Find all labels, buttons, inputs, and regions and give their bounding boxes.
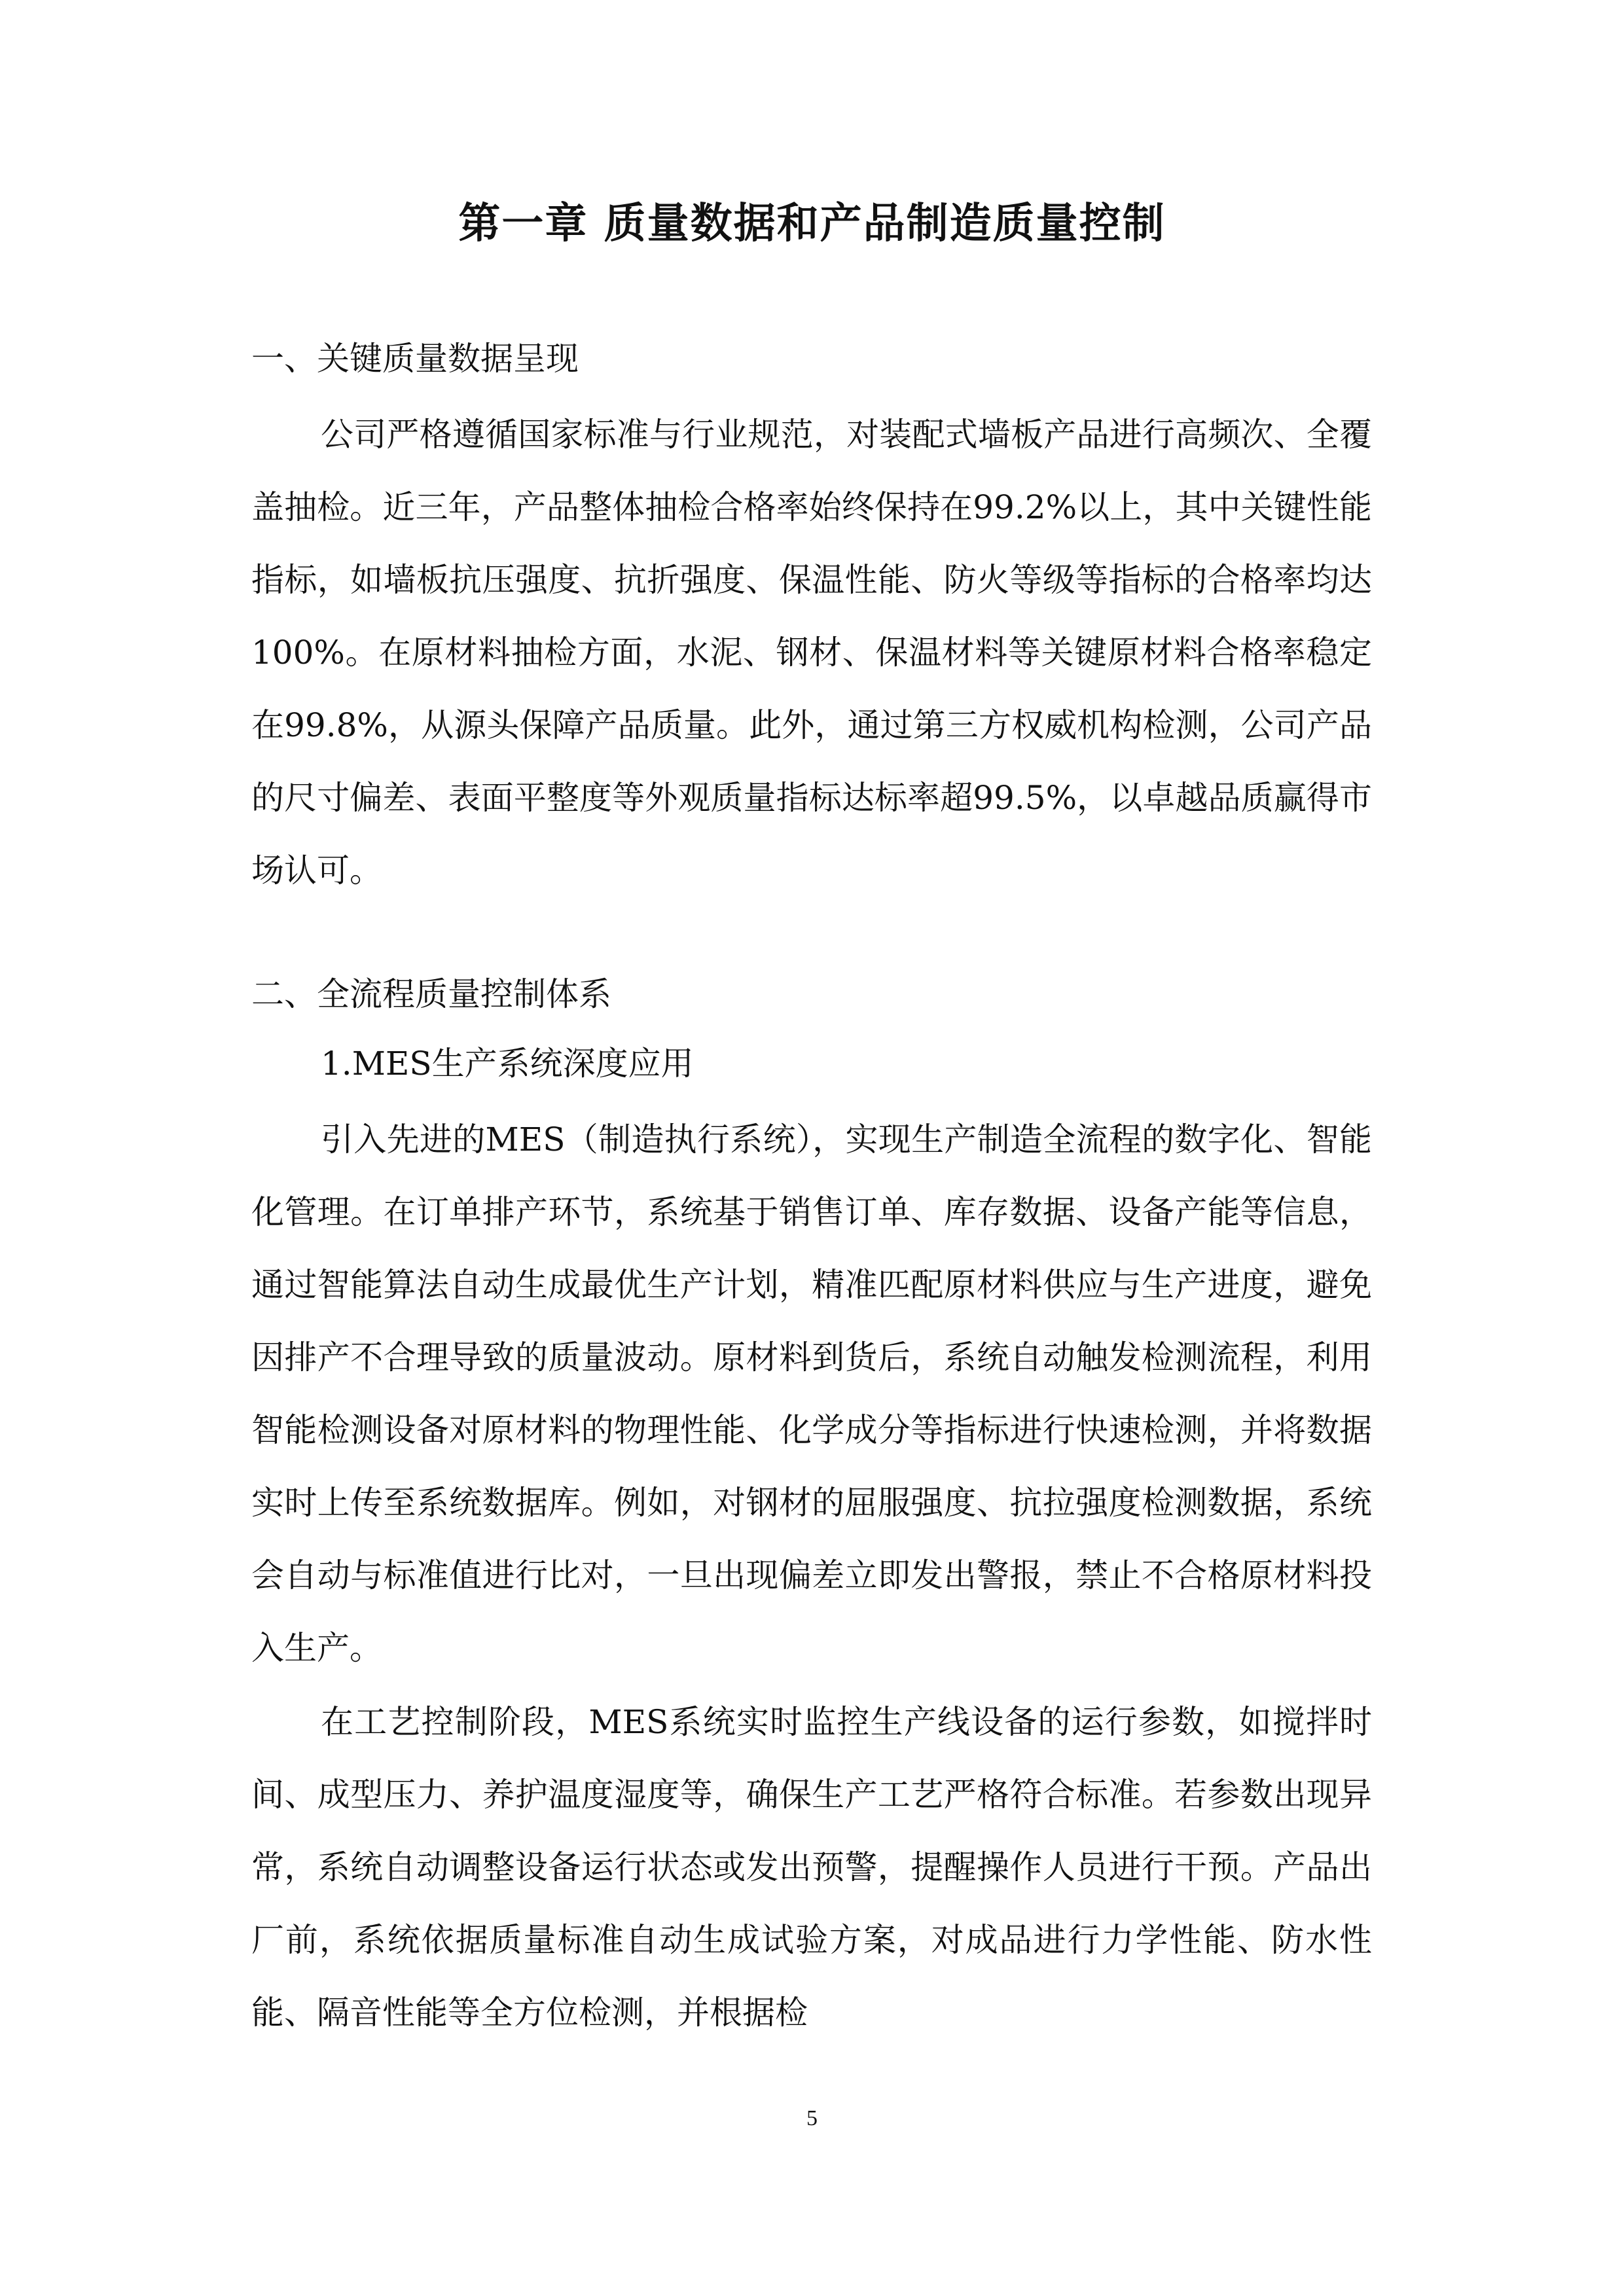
section1-paragraph: 公司严格遵循国家标准与行业规范，对装配式墙板产品进行高频次、全覆盖抽检。近三年，产品整体抽检合格率始终保持在99.2%以上，其中关键性能指标，如墙板抗压强度、抗折强度、保温性能、防火等级等指标的合格率均达100%。在原材料抽检方面，水泥、钢材、保温材料等关键原材料合格率稳定在99.8%，从源头保障产品质量。此外，通过第三方权威机构检测，公司产品的尺寸偏差、表面平整度等外观质量指标达标率超99.5%，以卓越品质赢得市场认可。 (251, 416, 1372, 889)
chapter-title: 第一章 质量数据和产品制造质量控制 (458, 199, 1166, 248)
page-number: 5 (806, 2106, 818, 2130)
section-heading-key-quality-data: 一、关键质量数据呈现 (251, 340, 579, 378)
subsection-heading-mes: 1.MES生产系统深度应用 (321, 1045, 694, 1083)
section2-paragraph-2: 在工艺控制阶段，MES系统实时监控生产线设备的运行参数，如搅拌时间、成型压力、养护温度湿度等，确保生产工艺严格符合标准。若参数出现异常，系统自动调整设备运行状态或发出预警，提醒操作人员进行干预。产品出厂前，系统依据质量标准自动生成试验方案，对成品进行力学性能、防水性能、隔音性能等全方位检测，并根据检 (251, 1703, 1372, 2032)
section-heading-quality-control-system: 二、全流程质量控制体系 (251, 975, 611, 1013)
section2-paragraph-1: 引入先进的MES（制造执行系统），实现生产制造全流程的数字化、智能化管理。在订单排产环节，系统基于销售订单、库存数据、设备产能等信息，通过智能算法自动生成最优生产计划，精准匹配原材料供应与生产进度，避免因排产不合理导致的质量波动。原材料到货后，系统自动触发检测流程，利用智能检测设备对原材料的物理性能、化学成分等指标进行快速检测，并将数据实时上传至系统数据库。例如，对钢材的屈服强度、抗拉强度检测数据，系统会自动与标准值进行比对，一旦出现偏差立即发出警报，禁止不合格原材料投入生产。 (251, 1121, 1372, 1667)
